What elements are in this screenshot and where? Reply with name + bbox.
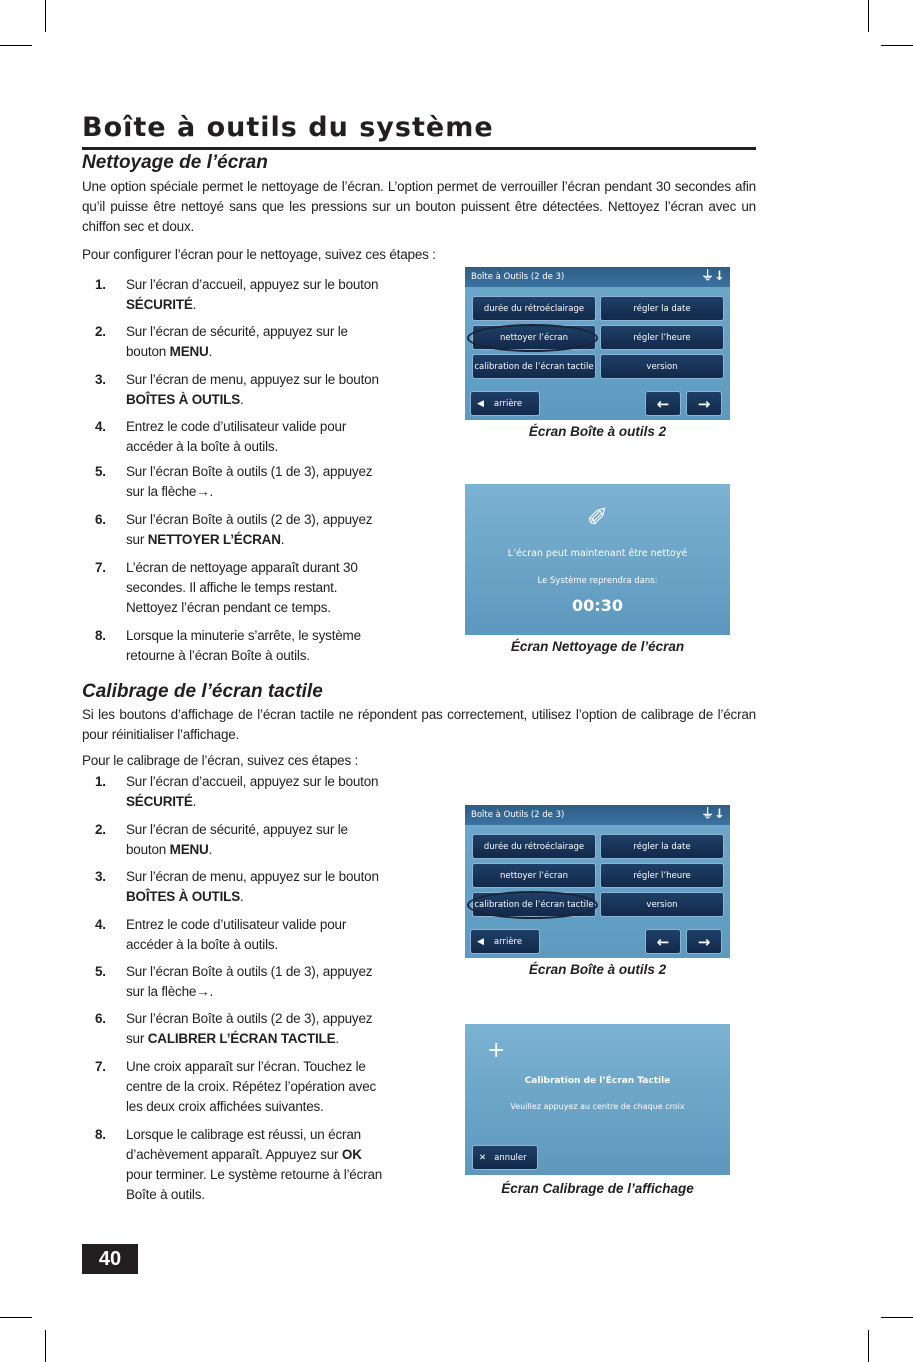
clean-message: L’écran peut maintenant être nettoyé bbox=[507, 548, 688, 559]
version-button[interactable]: version bbox=[600, 892, 724, 917]
right-arrow-button[interactable]: → bbox=[686, 391, 722, 416]
countdown-timer: 00:30 bbox=[572, 596, 623, 615]
set-date-button[interactable]: régler la date bbox=[600, 834, 724, 859]
set-date-button[interactable]: régler la date bbox=[600, 296, 724, 321]
calibration-screen bbox=[465, 1024, 730, 1175]
plug-icon: ⏚↓ bbox=[701, 807, 725, 822]
page-number: 40 bbox=[82, 1244, 138, 1274]
cancel-button[interactable]: ✕ annuler bbox=[472, 1145, 538, 1170]
section-intro: Si les boutons d’affichage de l’écran tactile ne répondent pas correctement, utilisez l’option de calibrage de l’écran pour réinitialiser l’affichage. bbox=[82, 707, 756, 742]
crop-mark bbox=[868, 0, 869, 32]
crop-mark bbox=[868, 1330, 869, 1362]
crosshair-icon[interactable]: + bbox=[487, 1038, 506, 1063]
backlight-button[interactable]: durée du rétroéclairage bbox=[472, 834, 596, 859]
calibration-button[interactable]: calibration de l’écran tactile bbox=[472, 354, 596, 379]
crop-mark bbox=[881, 45, 913, 46]
calibration-button[interactable]: calibration de l’écran tactile bbox=[472, 892, 596, 917]
section-title-calibration: Calibrage de l’écran tactile bbox=[82, 681, 323, 702]
clean-subtext: Le Système reprendra dans: bbox=[537, 576, 658, 586]
screen-header: Boîte à Outils (2 de 3) ⏚↓ bbox=[465, 267, 730, 287]
title-rule bbox=[82, 147, 756, 150]
toolbox-screen bbox=[465, 267, 730, 420]
highlight-ellipse bbox=[467, 324, 598, 352]
crop-mark bbox=[45, 0, 46, 32]
caption: Écran Nettoyage de l’écran bbox=[510, 639, 685, 654]
right-arrow-button[interactable]: → bbox=[686, 929, 722, 954]
left-arrow-button[interactable]: ← bbox=[645, 391, 681, 416]
version-button[interactable]: version bbox=[600, 354, 724, 379]
caption: Écran Calibrage de l’affichage bbox=[501, 1181, 694, 1196]
back-arrow-icon: ◀ bbox=[477, 398, 484, 409]
section-title-cleaning: Nettoyage de l’écran bbox=[82, 152, 268, 173]
section-intro: Une option spéciale permet le nettoyage de l’écran. L’option permet de verrouiller l’écran pendant 30 secondes afin qu’il puisse être nettoyé sans que les pressions sur un bouton puissent être détectées. Nettoyez l’écran avec un chiffon sec et doux. bbox=[82, 179, 756, 234]
caption: Écran Boîte à outils 2 bbox=[528, 424, 667, 439]
left-arrow-button[interactable]: ← bbox=[645, 929, 681, 954]
back-button[interactable]: ◀ arrière bbox=[470, 391, 540, 416]
back-button[interactable]: ◀ arrière bbox=[470, 929, 540, 954]
crop-mark bbox=[0, 45, 32, 46]
screen-header: Boîte à Outils (2 de 3) ⏚↓ bbox=[465, 805, 730, 825]
section-lead: Pour le calibrage de l’écran, suivez ces étapes : bbox=[82, 753, 359, 768]
clean-screen-button[interactable]: nettoyer l’écran bbox=[472, 325, 596, 350]
plug-icon: ⏚↓ bbox=[701, 269, 725, 284]
cleaning-icon: ✐ bbox=[586, 503, 609, 533]
set-time-button[interactable]: régler l’heure bbox=[600, 325, 724, 350]
clean-screen-button[interactable]: nettoyer l’écran bbox=[472, 863, 596, 888]
section-lead: Pour configurer l’écran pour le nettoyage, suivez ces étapes : bbox=[82, 247, 436, 262]
toolbox-screen bbox=[465, 805, 730, 958]
crop-mark bbox=[881, 1317, 913, 1318]
crop-mark bbox=[0, 1317, 32, 1318]
calibration-title: Calibration de l’Écran Tactile bbox=[524, 1076, 671, 1086]
crop-mark bbox=[45, 1330, 46, 1362]
calibration-instruction: Veuillez appuyez au centre de chaque croix bbox=[510, 1102, 685, 1111]
caption: Écran Boîte à outils 2 bbox=[528, 962, 667, 977]
backlight-button[interactable]: durée du rétroéclairage bbox=[472, 296, 596, 321]
clean-screen bbox=[465, 484, 730, 635]
highlight-ellipse bbox=[467, 891, 598, 919]
close-icon: ✕ bbox=[479, 1152, 487, 1163]
back-arrow-icon: ◀ bbox=[477, 936, 484, 947]
page-title: Boîte à outils du système bbox=[82, 112, 494, 143]
set-time-button[interactable]: régler l’heure bbox=[600, 863, 724, 888]
